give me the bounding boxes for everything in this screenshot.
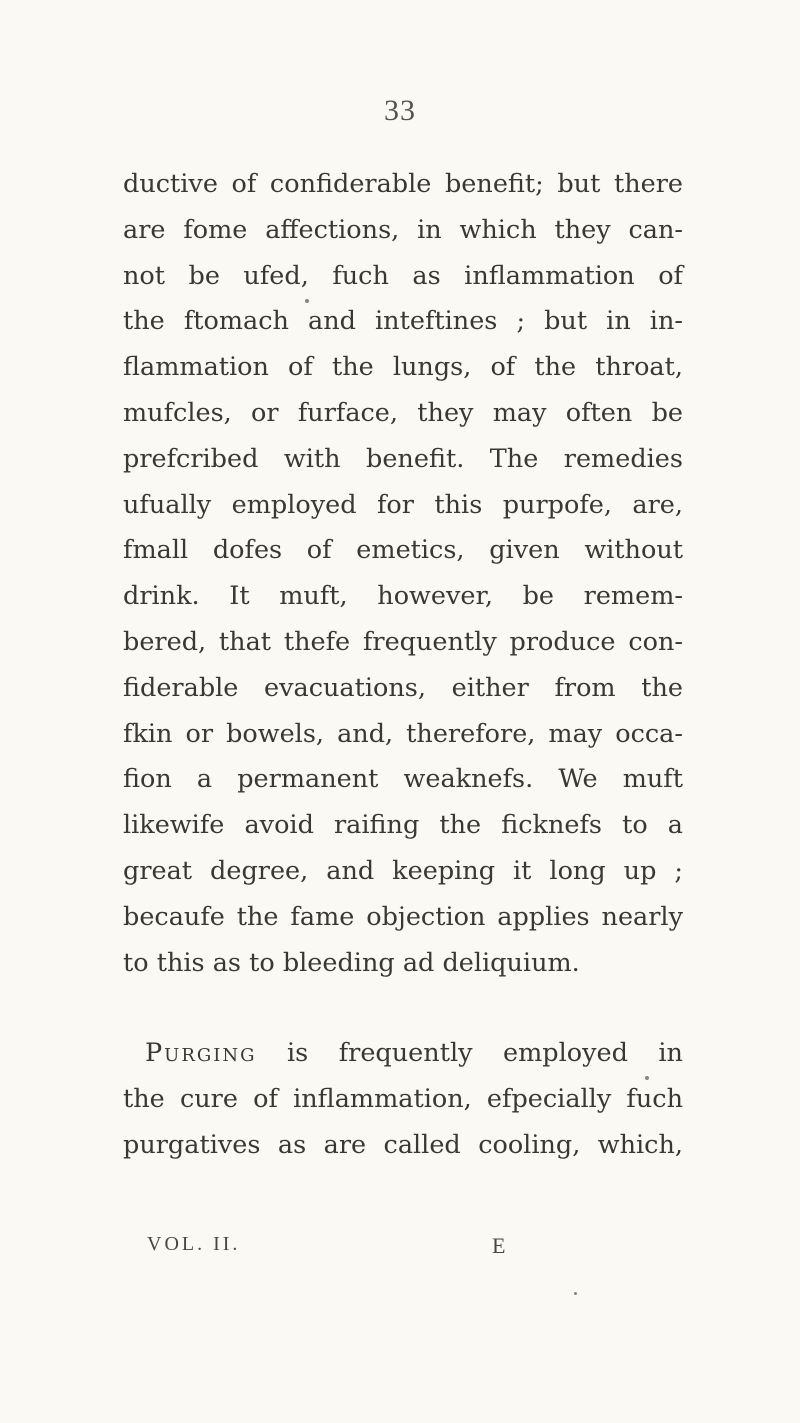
text-line: great degree, and keeping it long up ;	[123, 855, 683, 886]
text-line: likewife avoid raifing the ficknefs to a	[123, 810, 683, 841]
signature-mark: E	[492, 1233, 506, 1258]
text-line: fiderable evacuations, either from the	[123, 672, 683, 703]
paragraph-lead-word: Purging	[145, 1038, 257, 1069]
ink-speck	[645, 1076, 649, 1080]
page-number: 33	[384, 94, 416, 127]
text-line: flammation of the lungs, of the throat,	[123, 352, 683, 383]
text-line: purgatives as are called cooling, which,	[123, 1129, 683, 1160]
text-line	[123, 1031, 683, 1077]
paragraph-2	[123, 1031, 683, 1168]
ink-speck	[574, 1292, 577, 1295]
text-line-rest: is frequently employed in	[256, 1038, 683, 1069]
text-line: mufcles, or furface, they may often be	[123, 397, 683, 428]
text-line: are fome affections, in which they can-	[123, 214, 683, 245]
body-text	[123, 162, 683, 1169]
text-line: bered, that thefe frequently produce con-	[123, 626, 683, 657]
text-line: drink. It muft, however, be remem-	[123, 581, 683, 612]
text-line: prefcribed with benefit. The remedies	[123, 443, 683, 474]
text-line: the cure of inflammation, efpecially fuch	[123, 1084, 683, 1115]
page-footer	[147, 1233, 597, 1263]
text-line: fion a permanent weaknefs. We muft	[123, 764, 683, 795]
text-line: ductive of confiderable benefit; but there	[123, 169, 683, 199]
text-line: fmall dofes of emetics, given without	[123, 535, 683, 566]
paragraph-1	[123, 162, 683, 986]
text-line: the ftomach and inteftines ; but in in-	[123, 306, 683, 337]
text-line: fkin or bowels, and, therefore, may occa-	[123, 718, 683, 749]
text-line: becaufe the fame objection applies nearly	[123, 901, 683, 932]
text-line: ufually employed for this purpofe, are,	[123, 489, 683, 520]
text-line: to this as to bleeding ad deliquium.	[123, 947, 580, 978]
volume-label: VOL. II.	[147, 1233, 241, 1255]
ink-speck	[305, 299, 309, 303]
text-line: not be ufed, fuch as inflammation of	[123, 260, 683, 291]
